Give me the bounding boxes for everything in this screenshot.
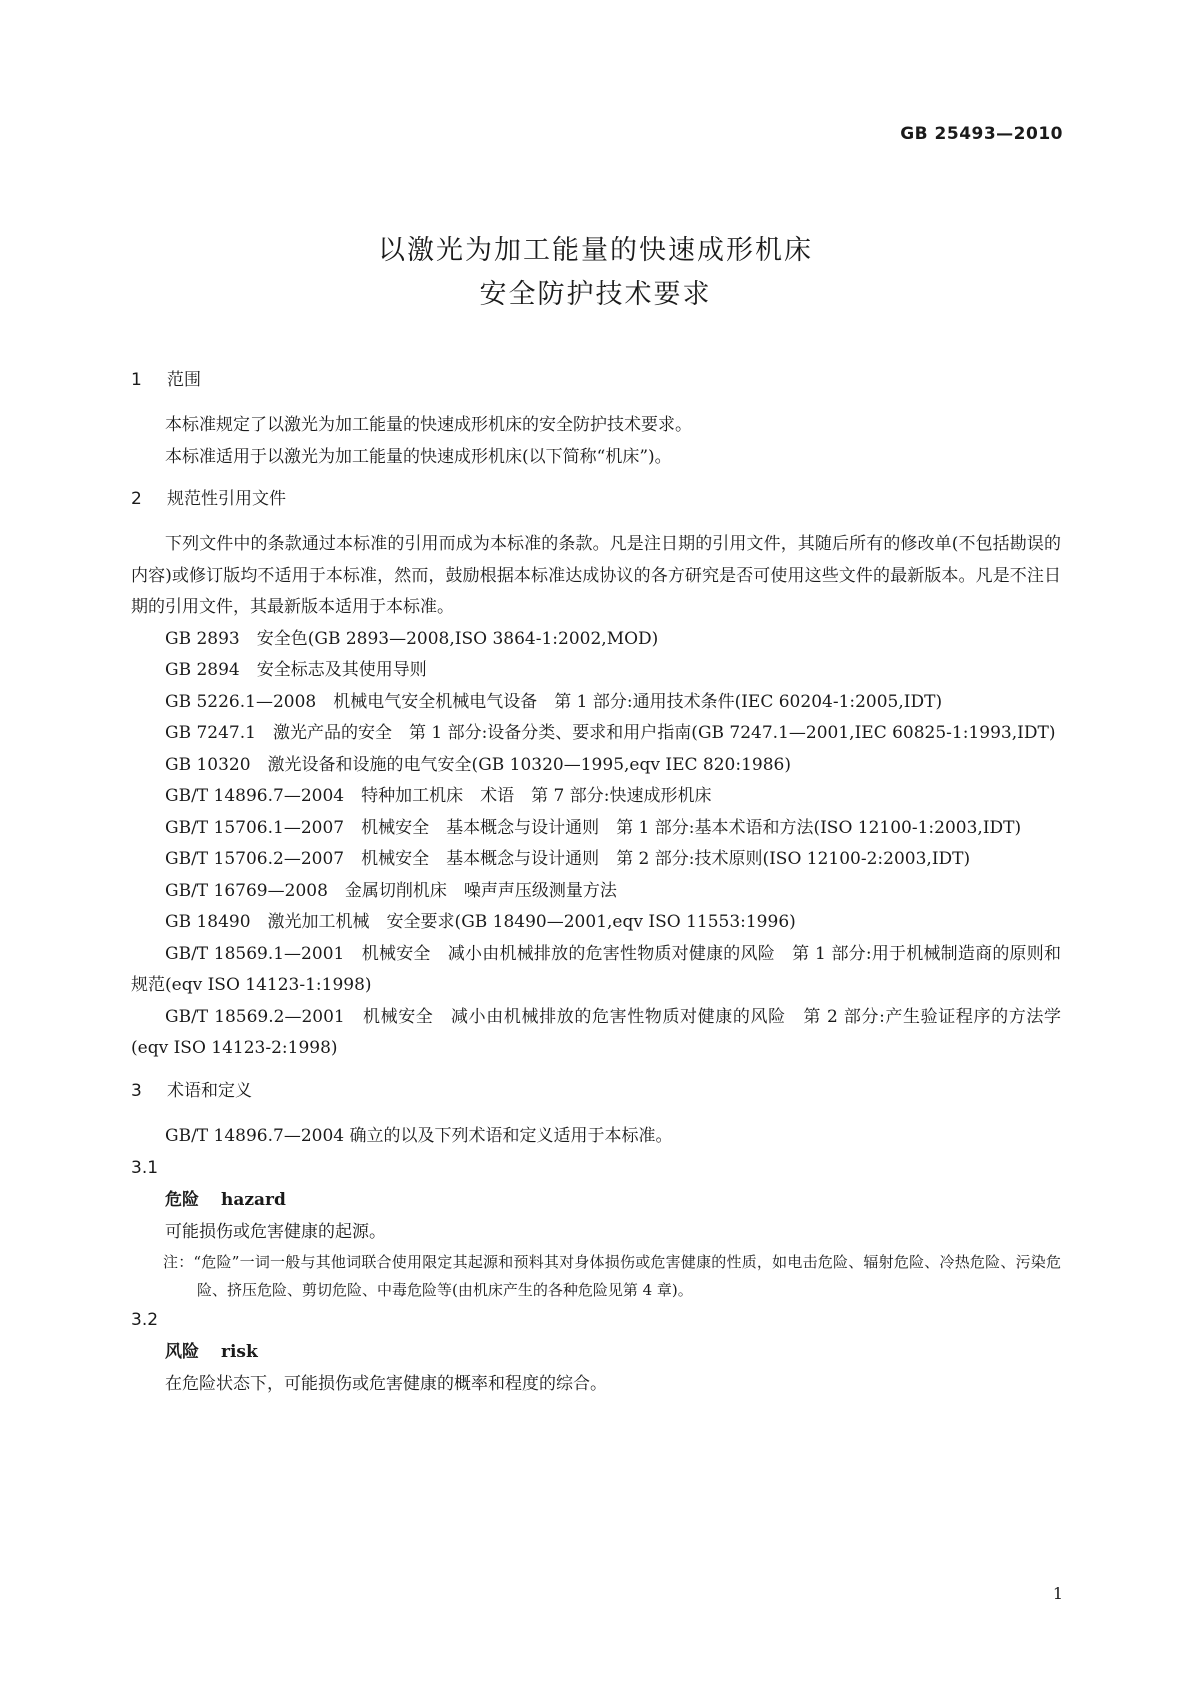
reference-item: GB 18490 激光加工机械 安全要求(GB 18490—2001,eqv ISO 11553:1996) xyxy=(165,912,796,932)
reference-item: GB/T 15706.1—2007 机械安全 基本概念与设计通则 第 1 部分:基本术语和方法(ISO 12100-1:2003,IDT) xyxy=(165,817,1022,838)
term-definition: 在危险状态下，可能损伤或危害健康的概率和程度的综合。 xyxy=(165,1374,607,1394)
clause-number: 3.2 xyxy=(131,1310,159,1330)
section-heading-normative-references xyxy=(131,481,1061,517)
reference-item: GB/T 18569.1—2001 机械安全 减小由机械排放的危害性物质对健康的风险 第 1 部分:用于机械制造商的原则和规范(eqv ISO 14123-1:1998) xyxy=(131,943,1061,995)
reference-item: GB/T 15706.2—2007 机械安全 基本概念与设计通则 第 2 部分:技术原则(ISO 12100-2:2003,IDT) xyxy=(165,849,971,869)
section-heading-scope xyxy=(131,362,1061,398)
document-title-line2: 安全防护技术要求 xyxy=(479,279,712,310)
term-chinese: 风险 xyxy=(165,1342,199,1362)
section-heading-terms-and-definitions xyxy=(131,1073,1061,1109)
scope-paragraph: 本标准规定了以激光为加工能量的快速成形机床的安全防护技术要求。 xyxy=(165,415,692,435)
page-number: 1 xyxy=(1052,1584,1063,1603)
reference-item: GB 2894 安全标志及其使用导则 xyxy=(165,660,427,680)
section-title: 范围 xyxy=(167,370,201,390)
section-number: 3 xyxy=(131,1080,142,1101)
section-title: 规范性引用文件 xyxy=(167,489,286,509)
document-title-line1: 以激光为加工能量的快速成形机床 xyxy=(378,235,813,266)
reference-item: GB/T 18569.2—2001 机械安全 减小由机械排放的危害性物质对健康的风险 第 2 部分:产生验证程序的方法学(eqv ISO 14123-2:1998) xyxy=(131,1006,1061,1058)
term-definition: 可能损伤或危害健康的起源。 xyxy=(165,1222,386,1242)
term-note: 注：“危险”一词一般与其他词联合使用限定其起源和预料其对身体损伤或危害健康的性质，如电击危险、辐射危险、冷热危险、污染危险、挤压危险、剪切危险、中毒危险等(由机床产生的各种危险见第 4 章)。 xyxy=(163,1253,1061,1299)
standard-code: GB 25493—2010 xyxy=(900,124,1063,144)
reference-item: GB/T 14896.7—2004 特种加工机床 术语 第 7 部分:快速成形机床 xyxy=(165,786,712,806)
reference-item: GB 10320 激光设备和设施的电气安全(GB 10320—1995,eqv IEC 820:1986) xyxy=(165,754,791,775)
reference-item: GB 7247.1 激光产品的安全 第 1 部分:设备分类、要求和用户指南(GB 7247.1—2001,IEC 60825-1:1993,IDT) xyxy=(165,723,1056,743)
normative-references-intro: 下列文件中的条款通过本标准的引用而成为本标准的条款。凡是注日期的引用文件，其随后所有的修改单(不包括勘误的内容)或修订版均不适用于本标准，然而，鼓励根据本标准达成协议的各方研究是否可使用这些文件的最新版本。凡是不注日期的引用文件，其最新版本适用于本标准。 xyxy=(131,534,1061,617)
section-title: 术语和定义 xyxy=(167,1080,252,1101)
term-entry xyxy=(131,1336,1061,1368)
section-number: 1 xyxy=(131,370,142,390)
reference-item: GB/T 16769—2008 金属切削机床 噪声声压级测量方法 xyxy=(165,880,617,901)
term-english: hazard xyxy=(221,1190,286,1210)
term-entry xyxy=(131,1184,1061,1216)
reference-item: GB 5226.1—2008 机械电气安全机械电气设备 第 1 部分:通用技术条件(IEC 60204-1:2005,IDT) xyxy=(165,691,943,712)
terms-intro: GB/T 14896.7—2004 确立的以及下列术语和定义适用于本标准。 xyxy=(165,1125,673,1146)
section-number: 2 xyxy=(131,489,142,509)
term-chinese: 危险 xyxy=(165,1190,199,1210)
reference-item: GB 2893 安全色(GB 2893—2008,ISO 3864-1:2002,MOD) xyxy=(165,628,659,649)
clause-number: 3.1 xyxy=(131,1158,159,1178)
document-body xyxy=(131,362,1061,1400)
scope-paragraph: 本标准适用于以激光为加工能量的快速成形机床(以下简称“机床”)。 xyxy=(165,446,672,467)
term-english: risk xyxy=(221,1342,258,1362)
